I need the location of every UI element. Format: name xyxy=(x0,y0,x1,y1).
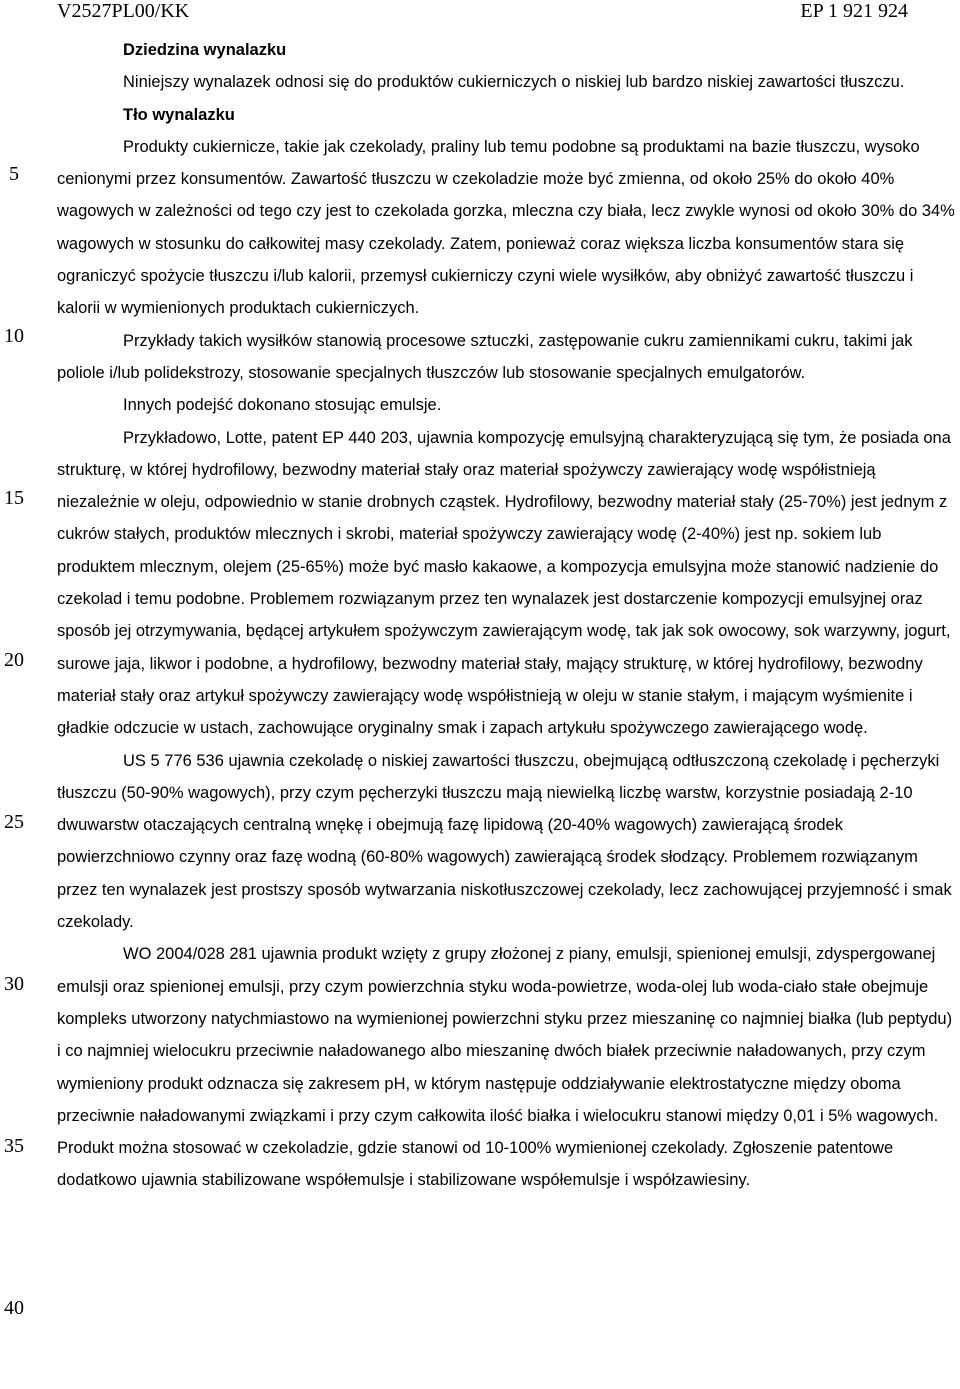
line-number: 10 xyxy=(4,325,24,347)
field-heading: Dziedzina wynalazku xyxy=(123,41,287,59)
line-number: 30 xyxy=(4,973,24,995)
document-body xyxy=(57,34,959,1197)
paragraph-1: Produkty cukiernicze, takie jak czekolady, praliny lub temu podobne są produktami na bazie tłuszczu, wysoko cenionymi przez konsumentów. Zawartość tłuszczu w czekoladzie może być zmienna, od około 25% do około 40% wagowych w zależności od tego czy jest to czekolada gorzka, mleczna czy biała, lecz zwykle wynosi od około 30% do 34% wagowych w stosunku do całkowitej masy czekolady. Zatem, ponieważ coraz większa liczba konsumentów stara się ograniczyć spożycie tłuszczu i/lub kalorii, przemysł cukierniczy czyni wiele wysiłków, aby obniżyć zawartość tłuszczu i kalorii w wymienionych produktach cukierniczych. xyxy=(57,137,955,318)
field-paragraph: Niniejszy wynalazek odnosi się do produktów cukierniczych o niskiej lub bardzo niskiej zawartości tłuszczu. xyxy=(123,73,905,92)
line-number: 20 xyxy=(4,649,24,671)
paragraph-6: WO 2004/028 281 ujawnia produkt wzięty z grupy złożonej z piany, emulsji, spienionej emulsji, zdyspergowanej emulsji oraz spienionej emulsji, przy czym powierzchnia styku woda-powietrze, woda-olej lub woda-ciało stałe obejmuje kompleks utworzony natychmiastowo na wymienionej powierzchni styku przez mieszaninę co najmniej białka (lub peptydu) i co najmniej wielocukru przeciwnie naładowanego albo mieszaninę dwóch białek przeciwnie naładowanych, przy czym wymieniony produkt odznacza się zakresem pH, w którym następuje oddziaływanie elektrostatyczne między oboma przeciwnie naładowanymi związkami i przy czym całkowita ilość białka i wielocukru stanowi między 0,01 i 5% wagowych. Produkt można stosować w czekoladzie, gdzie stanowi od 10-100% wymienionej czekolady. Zgłoszenie patentowe dodatkowo ujawnia stabilizowane współemulsje i stabilizowane współemulsje i współzawiesiny. xyxy=(57,945,953,1190)
paragraph-5: US 5 776 536 ujawnia czekoladę o niskiej zawartości tłuszczu, obejmującą odtłuszczoną czekoladę i pęcherzyki tłuszczu (50-90% wagowych), przy czym pęcherzyki tłuszczu mają niewielką liczbę warstw, korzystnie posiadają 2-10 dwuwarstw otaczających centralną wnękę i obejmują fazę lipidową (20-40% wagowych) zawierającą środek powierzchniowo czynny oraz fazę wodną (60-80% wagowych) zawierającą środek słodzący. Problemem rozwiązanym przez ten wynalazek jest prostszy sposób wytwarzania niskotłuszczowej czekolady, lecz zachowującej przyjemność i smak czekolady. xyxy=(57,751,952,932)
line-number: 40 xyxy=(4,1297,24,1319)
patent-number: EP 1 921 924 xyxy=(800,0,908,22)
paragraph-4: Przykładowo, Lotte, patent EP 440 203, ujawnia kompozycję emulsyjną charakteryzującą się tym, że posiada ona strukturę, w której hydrofilowy, bezwodny materiał stały oraz materiał spożywczy zawierający wodę współistnieją niezależnie w oleju, odpowiednio w stanie drobnych cząstek. Hydrofilowy, bezwodny materiał stały (25-70%) jest jednym z cukrów stałych, produktów mlecznych i skrobi, materiał spożywczy zawierający wodę (2-40%) jest np. sokiem lub produktem mlecznym, olejem (25-65%) może być masło kakaowe, a kompozycja emulsyjna może stanowić nadzienie do czekolad i temu podobne. Problemem rozwiązanym przez ten wynalazek jest dostarczenie kompozycji emulsyjnej oraz sposób jej otrzymywania, będącej artykułem spożywczym zawierającym wodę, tak jak sok owocowy, sok warzywny, jogurt, surowe jaja, likwor i podobne, a hydrofilowy, bezwodny materiał stały, mający strukturę, w której hydrofilowy, bezwodny materiał stały oraz artykuł spożywczy zawierający wodę współistnieją w oleju w stanie stałym, i mającym wyśmienite i gładkie odczucie w ustach, zachowujące oryginalny smak i zapach artykułu spożywczego zawierającego wodę. xyxy=(57,428,951,738)
line-number: 15 xyxy=(4,487,24,509)
line-number: 25 xyxy=(4,811,24,833)
page-header xyxy=(0,0,960,26)
paragraph-2: Przykłady takich wysiłków stanowią procesowe sztuczki, zastępowanie cukru zamiennikami cukru, takimi jak poliole i/lub polidekstrozy, stosowanie specjalnych tłuszczów lub stosowanie specjalnych emulgatorów. xyxy=(57,331,913,382)
paragraph-3: Innych podejść dokonano stosując emulsje. xyxy=(123,396,442,415)
document-reference: V2527PL00/KK xyxy=(57,0,190,22)
background-heading: Tło wynalazku xyxy=(123,105,235,124)
line-number: 5 xyxy=(9,163,19,185)
line-number: 35 xyxy=(4,1135,24,1157)
